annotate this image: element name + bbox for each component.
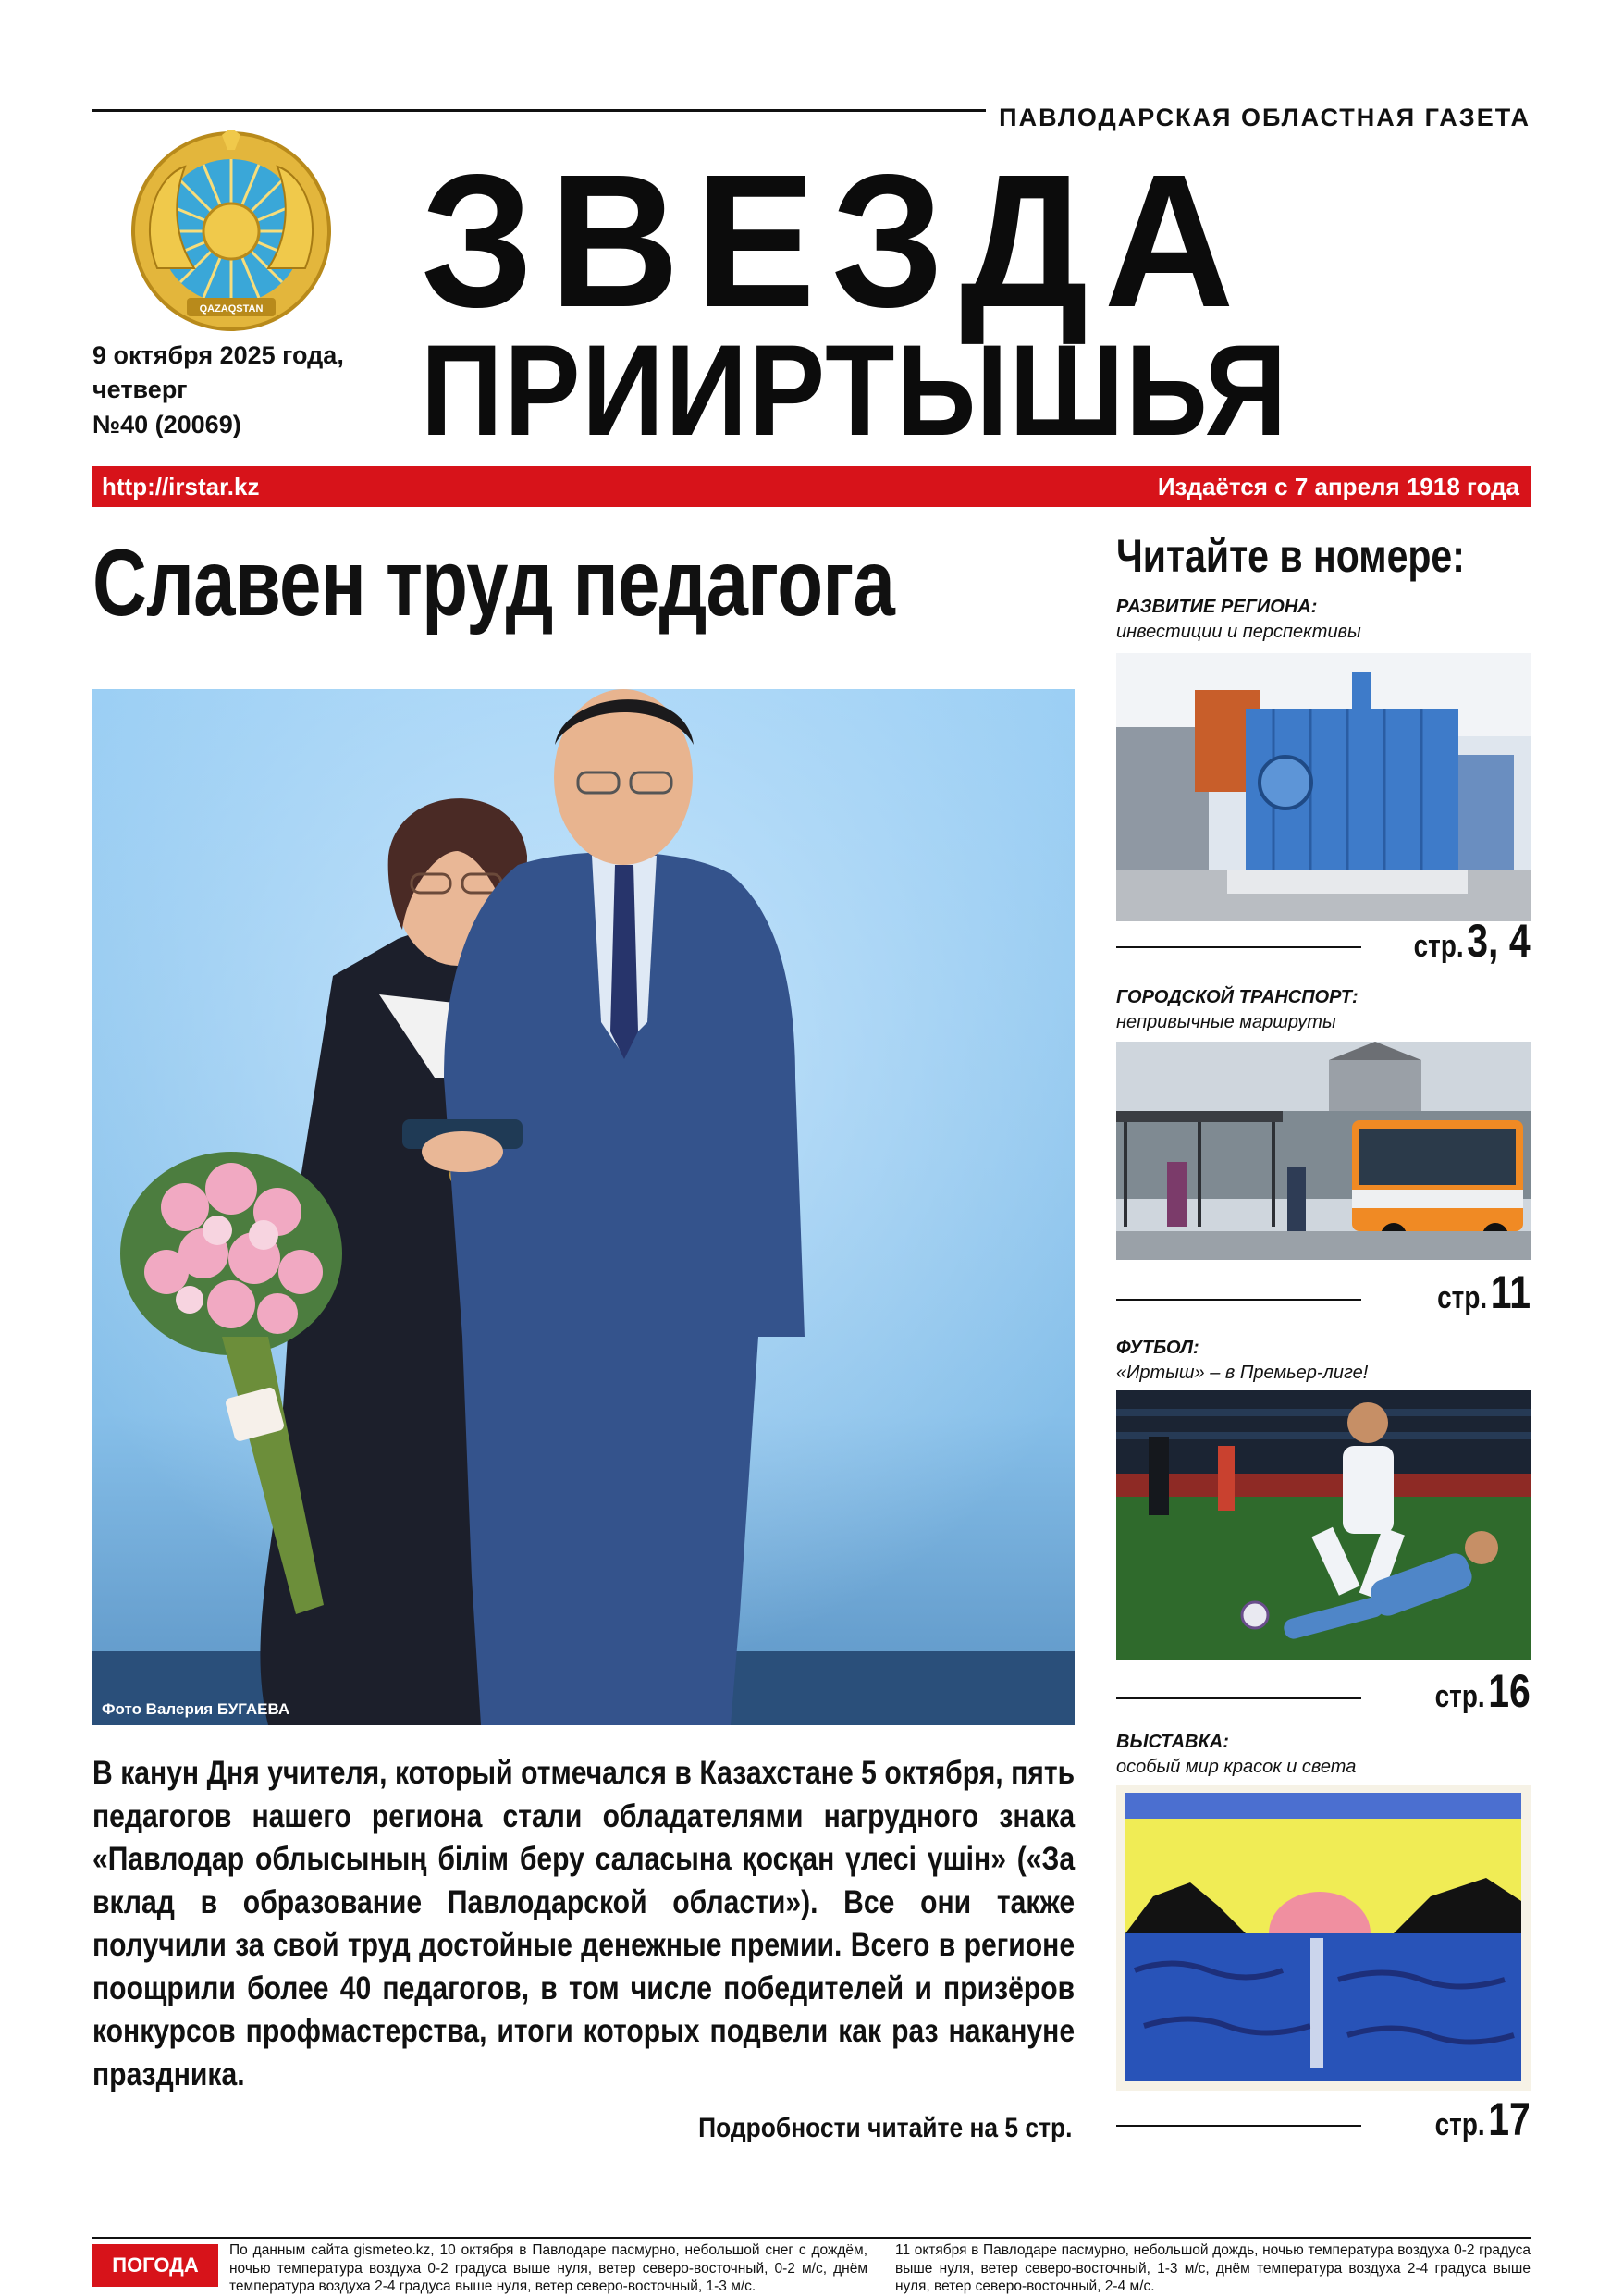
page-number: 11 — [1490, 1266, 1531, 1318]
issue-date-block — [92, 339, 344, 442]
weather-rule — [92, 2237, 1531, 2239]
teaser-category: РАЗВИТИЕ РЕГИОНА: — [1116, 597, 1318, 617]
masthead-title-line2: ПРИИРТЫШЬЯ — [421, 317, 1289, 463]
teaser-page-ref[interactable] — [1437, 1265, 1531, 1319]
teaser-category: ВЫСТАВКА: — [1116, 1732, 1229, 1752]
state-emblem-icon — [129, 130, 333, 333]
teaser-painting[interactable] — [1116, 1785, 1531, 2091]
teaser-photo-football[interactable] — [1116, 1390, 1531, 1660]
teaser-photo-bus[interactable] — [1116, 1042, 1531, 1260]
read-more-note: Подробности читайте на 5 стр. — [698, 2113, 1073, 2143]
page-number: 17 — [1488, 2093, 1531, 2145]
teaser-divider — [1116, 1697, 1361, 1699]
weather-label: ПОГОДА — [92, 2244, 218, 2287]
masthead-subtitle: ПАВЛОДАРСКАЯ ОБЛАСТНАЯ ГАЗЕТА — [986, 104, 1531, 132]
lead-text — [92, 1752, 1075, 2096]
issue-weekday: четверг — [92, 376, 188, 404]
page-prefix: стр. — [1414, 929, 1464, 964]
photo-credit: Фото Валерия БУГАЕВА — [102, 1700, 290, 1718]
weather-forecast-oct11: 11 октября в Павлодаре пасмурно, небольшой дождь, ночью температура воздуха 0-2 градуса выше нуля, ветер северо-восточный, 1-3 м/с, днём температура воздуха 2-4 градуса выше нуля, ветер северо-восточный, 2-4 м/с. — [895, 2242, 1531, 2295]
founded-note: Издаётся с 7 апреля 1918 года — [1157, 473, 1519, 500]
emblem-text: QAZAQSTAN — [199, 303, 264, 315]
in-this-issue-title: Читайте в номере: — [1116, 530, 1465, 582]
page-prefix: стр. — [1434, 1679, 1485, 1714]
teaser-page-ref[interactable] — [1435, 2092, 1531, 2146]
page-number: 16 — [1488, 1665, 1531, 1717]
weather-forecast-oct10: По данным сайта gismeteo.kz, 10 октября в Павлодаре пасмурно, небольшой снег с дождём, ночью температура воздуха 0-2 градуса выше нуля, ветер северо-восточный, 0-2 м/с, днём температура воздуха 2-4 градуса выше нуля, ветер северо-восточный, 1-3 м/с. — [229, 2242, 867, 2295]
teaser-desc: особый мир красок и света — [1116, 1757, 1357, 1777]
teaser-desc: непривычные маршруты — [1116, 1012, 1336, 1032]
issue-date: 9 октября 2025 года, — [92, 341, 344, 369]
teaser-divider — [1116, 946, 1361, 948]
teaser-category: ГОРОДСКОЙ ТРАНСПОРТ: — [1116, 987, 1359, 1007]
main-headline: Славен труд педагога — [92, 530, 895, 636]
page-number: 3, 4 — [1467, 915, 1531, 967]
page-prefix: стр. — [1437, 1280, 1488, 1315]
teaser-divider — [1116, 1299, 1361, 1301]
masthead-title-line1: ЗВЕЗДА — [421, 135, 1250, 347]
issue-number: №40 (20069) — [92, 410, 241, 438]
teaser-page-ref[interactable] — [1435, 1664, 1531, 1718]
award-ceremony-photo — [92, 689, 1075, 1725]
teaser-desc: инвестиции и перспективы — [1116, 622, 1361, 642]
page-prefix: стр. — [1434, 2107, 1485, 2142]
lead-paragraph: В канун Дня учителя, который отмечался в Казахстане 5 октября, пять педагогов нашего региона стали обладателями нагрудного знака «Павлодар облысының білім беру саласына қосқан үлесі үшін» («За вклад в образование Павлодарской области»). Все они также получили за свой труд достойные денежные премии. Всего в регионе поощрили более 40 педагогов, в том числе победителей и призёров конкурсов профмастерства, итоги которых подвели как раз накануне праздника. — [92, 1755, 1076, 2092]
red-info-bar — [92, 466, 1531, 507]
teaser-photo-industry[interactable] — [1116, 653, 1531, 921]
teaser-page-ref[interactable] — [1414, 914, 1531, 968]
teaser-divider — [1116, 2125, 1361, 2127]
main-photo — [92, 689, 1075, 1725]
site-url-link[interactable]: http://irstar.kz — [102, 473, 260, 500]
teaser-category: ФУТБОЛ: — [1116, 1338, 1199, 1358]
teaser-desc: «Иртыш» – в Премьер-лиге! — [1116, 1363, 1369, 1383]
